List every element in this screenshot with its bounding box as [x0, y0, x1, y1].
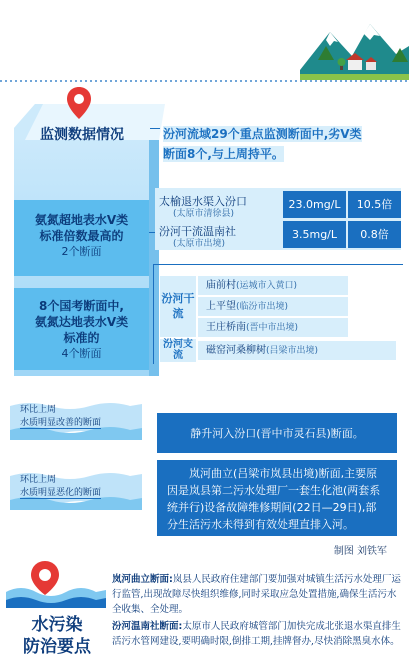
concentration-value: 3.5mg/L — [283, 221, 346, 248]
prevention-title-line2: 防治要点 — [23, 637, 91, 657]
site-location: (太原市清徐县) — [173, 209, 235, 219]
ribbon-line2: 水质明显改善的断面 — [20, 418, 102, 428]
site-location: (晋中市出境) — [246, 323, 299, 333]
panel2-line4: 4个断面 — [61, 347, 102, 360]
improved-section-box: 静升河入汾口(晋中市灵石县)断面。 — [157, 413, 397, 453]
note-paragraph — [112, 572, 404, 617]
connector-panel2-vert — [153, 264, 154, 364]
panel-highest-ammonia — [14, 200, 149, 276]
panel2-line2: 氨氮达地表水Ⅴ类 — [34, 315, 129, 329]
group-label — [160, 276, 196, 337]
ribbon-worsened-label — [20, 474, 101, 500]
site-name: 上平望 — [206, 301, 236, 312]
note-text: 岚县人民政府住建部门要加强对城镇生活污水处理厂运行监管,出现故障尽快组织维修,同时采取应急处置措施,确保生活污水全收集、全处理。 — [112, 574, 401, 615]
table-row — [155, 191, 401, 219]
prevention-title — [12, 614, 102, 658]
panel1-line2: 标准倍数最高的 — [39, 229, 124, 243]
concentration-value: 23.0mg/L — [283, 191, 346, 218]
list-item — [198, 297, 348, 316]
highest-ammonia-table — [155, 188, 401, 250]
panel1-line3: 2个断面 — [61, 245, 102, 258]
table-row — [155, 221, 401, 249]
summary-statement — [163, 124, 403, 164]
prevention-notes — [112, 572, 404, 651]
statement-line1: 汾河流域29个重点监测断面中,劣Ⅴ类 — [163, 127, 362, 141]
connector-top — [150, 128, 160, 129]
note-label: 汾河温南社断面: — [112, 621, 183, 632]
site-location: (运城市入黄口) — [236, 281, 298, 291]
panel-national-sections — [14, 288, 149, 370]
list-item — [198, 276, 348, 295]
cube-side-face — [149, 140, 159, 376]
note-text: 太原市人民政府城管部门加快完成北张退水渠直排生活污水管网建设,要明确时限,倒排工期,挂牌督办,尽快消除黑臭水体。 — [112, 621, 401, 647]
site-name: 汾河干流温南社 — [159, 225, 236, 238]
mountain-landscape-illustration — [300, 10, 409, 80]
ribbon-line2: 水质明显恶化的断面 — [20, 488, 102, 498]
site-name: 庙前村 — [206, 280, 236, 291]
group-label — [160, 339, 196, 362]
list-item — [198, 318, 348, 337]
ribbon-line1: 环比上周 — [20, 475, 57, 485]
ribbon-line1: 环比上周 — [20, 405, 57, 415]
site-location: (吕梁市出境) — [266, 346, 319, 356]
national-sections-table — [160, 276, 396, 362]
statement-line2: 断面8个,与上周持平。 — [163, 147, 284, 161]
site-location: (临汾市出境) — [236, 302, 289, 312]
cube-title: 监测数据情况 — [40, 127, 124, 143]
graphic-credit: 制图 刘铁军 — [333, 546, 387, 557]
group-label-text: 汾河支流 — [163, 339, 193, 361]
panel2-line1: 8个国考断面中, — [39, 299, 124, 313]
site-name: 王庄桥南 — [206, 322, 246, 333]
ribbon-improved-label — [20, 404, 101, 430]
panel1-line1: 氨氮超地表水Ⅴ类 — [34, 213, 129, 227]
note-label: 岚河曲立断面: — [112, 574, 173, 585]
panel2-line3: 标准的 — [63, 331, 100, 345]
list-item — [198, 341, 396, 360]
group-label-text: 汾河干流 — [161, 292, 195, 320]
exceed-ratio: 0.8倍 — [348, 221, 401, 248]
site-name: 太榆退水渠入汾口 — [159, 195, 247, 208]
site-location: (太原市出境) — [173, 239, 226, 249]
dotted-divider — [0, 76, 409, 86]
exceed-ratio: 10.5倍 — [348, 191, 401, 218]
site-name: 磁窑河桑柳树 — [206, 345, 266, 356]
location-pin-icon — [30, 560, 60, 596]
connector-panel2-top — [153, 264, 403, 265]
location-pin-icon — [66, 86, 92, 120]
worsened-section-box: 岚河曲立(吕梁市岚县出境)断面,主要原因是岚县第二污水处理厂一套生化池(两套系统并行)设备故障维修期间(22日—29日),部分生活污水未得到有效处理直排入河。 — [157, 460, 397, 536]
note-paragraph — [112, 619, 404, 649]
prevention-title-line1: 水污染 — [31, 615, 83, 635]
